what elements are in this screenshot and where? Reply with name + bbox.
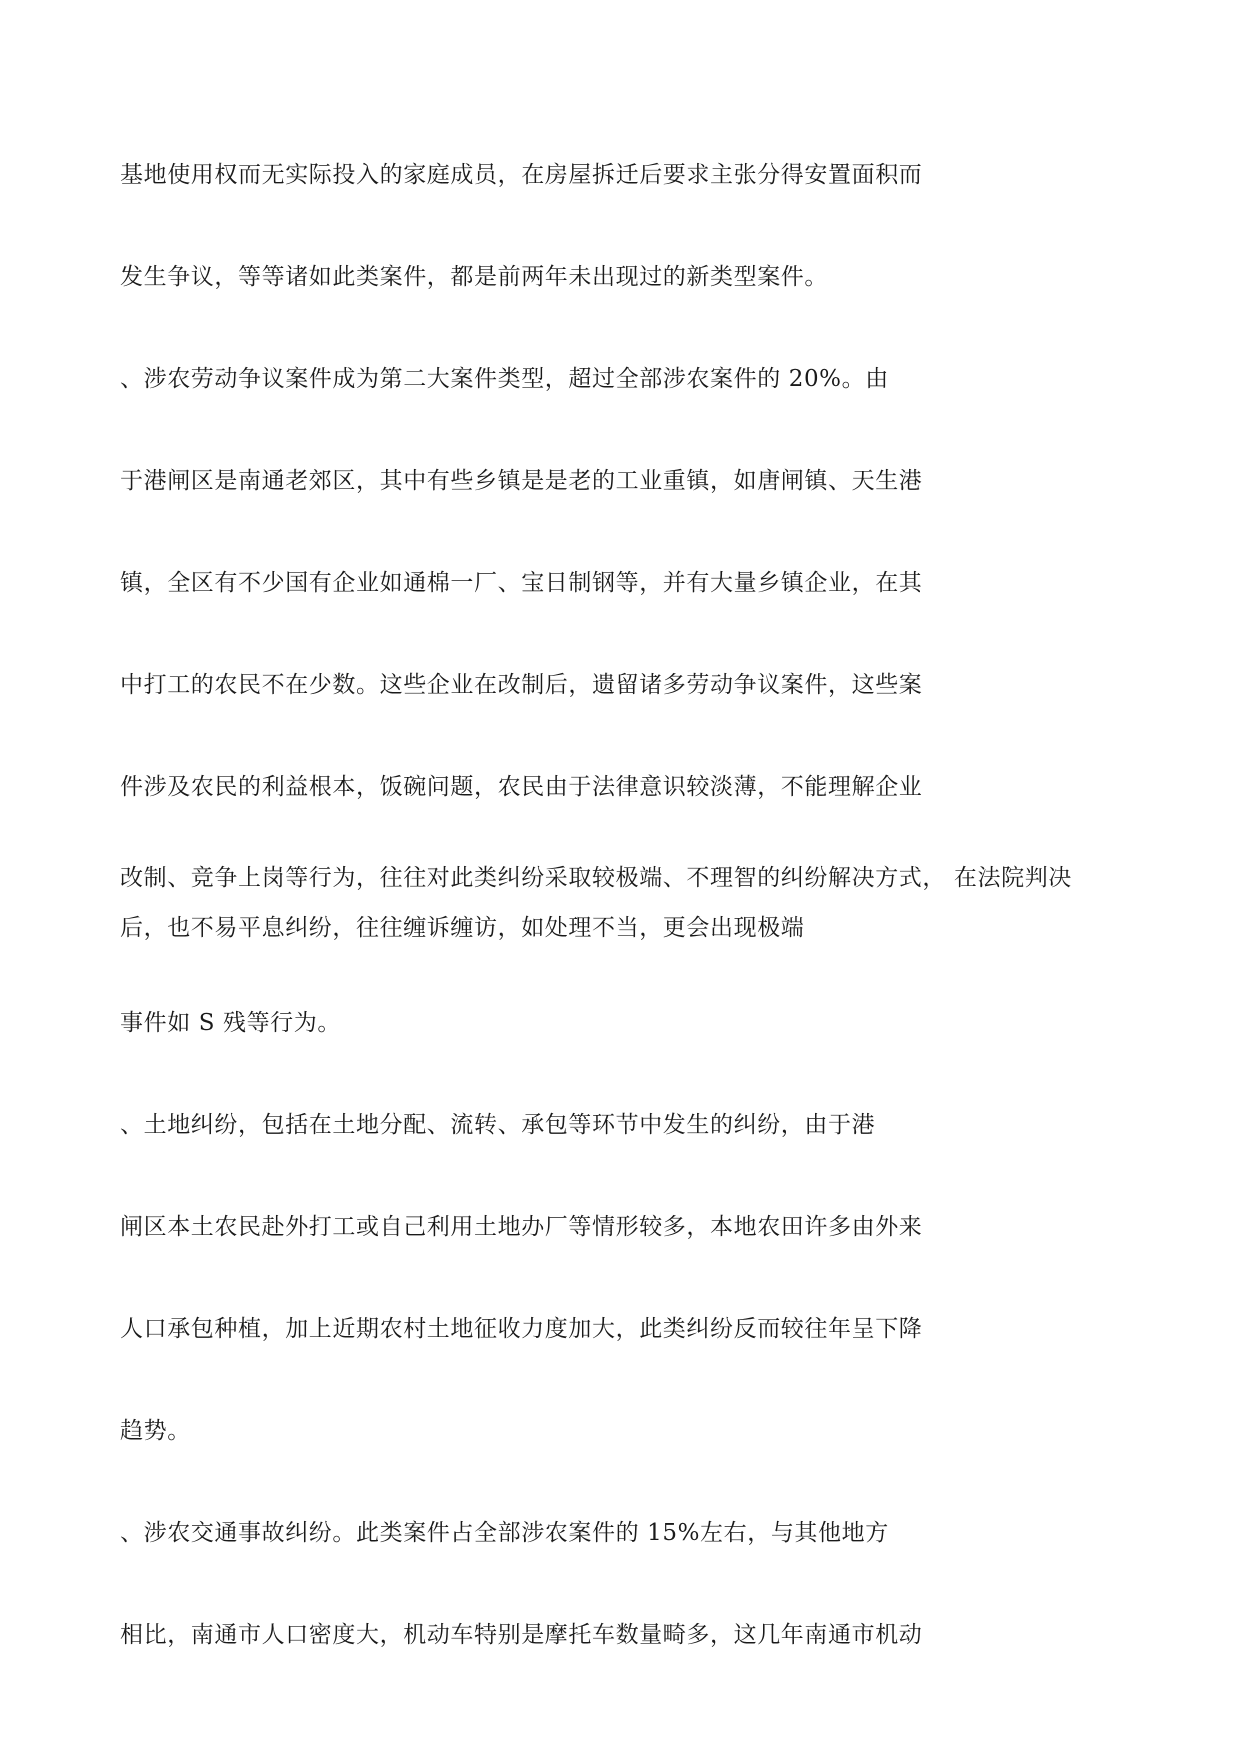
text-line: 事件如 S 残等行为。 (120, 1010, 341, 1036)
text-line: 趋势。 (120, 1418, 191, 1444)
text-line: 件涉及农民的利益根本，饭碗问题，农民由于法律意识较淡薄，不能理解企业 (120, 774, 923, 800)
text-line: 基地使用权而无实际投入的家庭成员，在房屋拆迁后要求主张分得安置面积而 (120, 162, 923, 188)
text-line: 镇，全区有不少国有企业如通棉一厂、宝日制钢等，并有大量乡镇企业，在其 (120, 570, 923, 596)
text-line: 闸区本土农民赴外打工或自己利用土地办厂等情形较多，本地农田许多由外来 (120, 1214, 923, 1240)
text-line: 于港闸区是南通老郊区，其中有些乡镇是是老的工业重镇，如唐闸镇、天生港 (120, 468, 923, 494)
text-line: 、土地纠纷，包括在土地分配、流转、承包等环节中发生的纠纷，由于港 (120, 1112, 876, 1138)
text-line: 后，也不易平息纠纷，往往缠诉缠访，如处理不当，更会出现极端 (120, 915, 805, 941)
text-line: 发生争议，等等诸如此类案件，都是前两年未出现过的新类型案件。 (120, 264, 828, 290)
text-line: 、涉农劳动争议案件成为第二大案件类型，超过全部涉农案件的 20%。由 (120, 366, 889, 392)
text-line: 、涉农交通事故纠纷。此类案件占全部涉农案件的 15%左右，与其他地方 (120, 1520, 889, 1546)
text-line: 改制、竞争上岗等行为，往往对此类纠纷采取较极端、不理智的纠纷解决方式， 在法院判决 (120, 865, 1072, 891)
text-line: 人口承包种植，加上近期农村土地征收力度加大，此类纠纷反而较往年呈下降 (120, 1316, 923, 1342)
text-line: 相比，南通市人口密度大，机动车特别是摩托车数量畸多，这几年南通市机动 (120, 1622, 923, 1648)
text-line: 中打工的农民不在少数。这些企业在改制后，遗留诸多劳动争议案件，这些案 (120, 672, 923, 698)
